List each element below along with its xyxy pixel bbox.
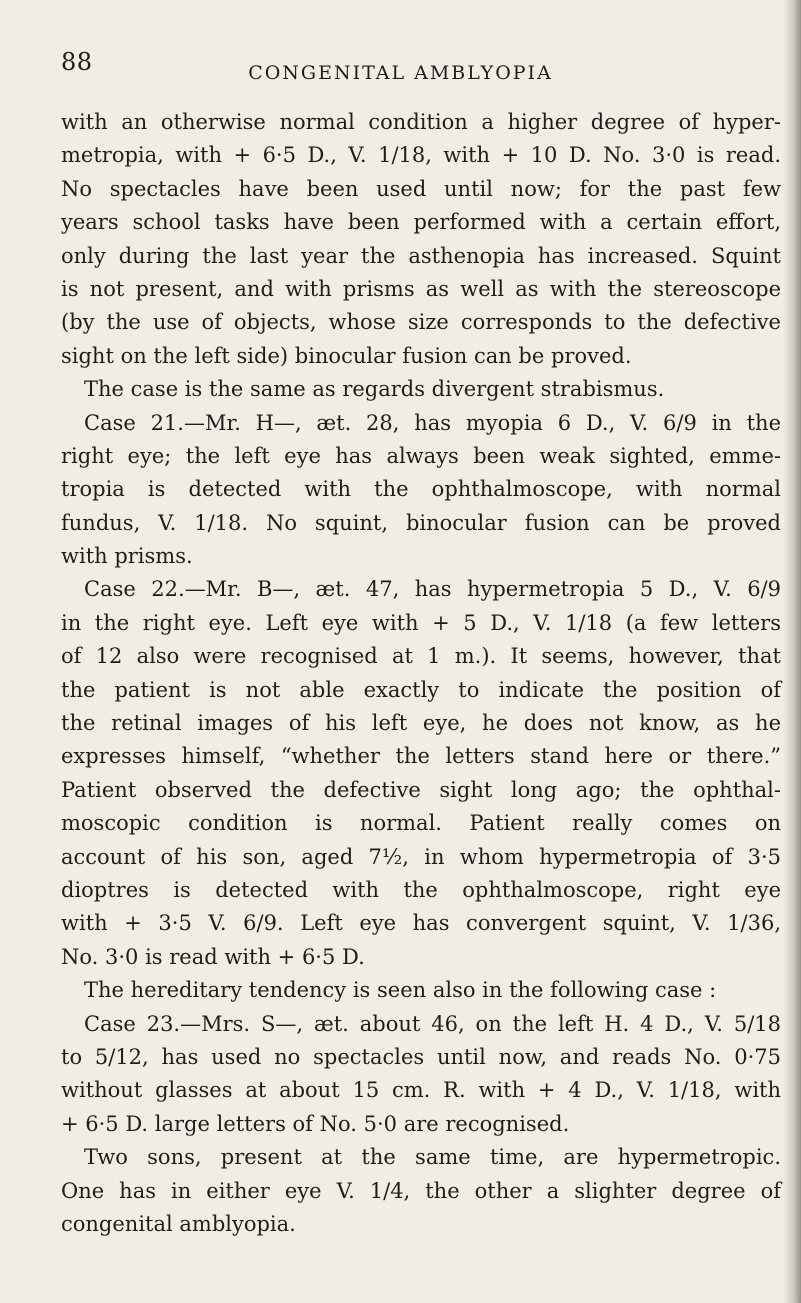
text-line: the retinal images of his left eye, he does not know, as he	[61, 711, 781, 736]
text-line: Two sons, present at the same time, are hypermetropic.	[84, 1145, 781, 1170]
paragraph	[61, 373, 781, 406]
page-number: 88	[61, 48, 93, 76]
text-line: (by the use of objects, whose size corresponds to the defective	[61, 310, 781, 335]
paragraph	[61, 1141, 781, 1241]
text-line: years school tasks have been performed with a certain effort,	[61, 210, 781, 235]
text-line: right eye; the left eye has always been weak sighted, emme-	[61, 443, 781, 468]
paragraph	[61, 106, 781, 373]
text-line: the patient is not able exactly to indicate the position of	[61, 677, 781, 702]
text-line: moscopic condition is normal. Patient really comes on	[61, 811, 781, 836]
text-line: tropia is detected with the ophthalmoscope, with normal	[61, 477, 781, 502]
running-head: CONGENITAL AMBLYOPIA	[248, 62, 553, 84]
text-line: Case 21.—Mr. H—, æt. 28, has myopia 6 D., V. 6/9 in the	[84, 410, 781, 435]
body-text	[61, 106, 781, 1241]
text-line: dioptres is detected with the ophthalmoscope, right eye	[61, 877, 781, 902]
text-line: No spectacles have been used until now; for the past few	[61, 176, 781, 201]
text-line: The case is the same as regards divergent strabismus.	[84, 377, 665, 402]
text-line: Patient observed the defective sight long ago; the ophthal-	[61, 777, 781, 802]
text-line: with prisms.	[61, 544, 193, 569]
text-line: No. 3·0 is read with + 6·5 D.	[61, 944, 365, 969]
text-line: in the right eye. Left eye with + 5 D., V. 1/18 (a few letters	[61, 610, 781, 635]
paragraph	[61, 974, 781, 1007]
text-line: to 5/12, has used no spectacles until now, and reads No. 0·75	[61, 1044, 781, 1069]
text-line: with an otherwise normal condition a higher degree of hyper-	[61, 110, 781, 134]
text-line: fundus, V. 1/18. No squint, binocular fusion can be proved	[61, 510, 781, 535]
text-line: The hereditary tendency is seen also in the following case :	[84, 978, 717, 1003]
text-line: congenital amblyopia.	[61, 1211, 296, 1236]
text-line: metropia, with + 6·5 D., V. 1/18, with + 10 D. No. 3·0 is read.	[61, 143, 781, 168]
text-line: only during the last year the asthenopia has increased. Squint	[61, 243, 781, 268]
text-line: One has in either eye V. 1/4, the other a slighter degree of	[61, 1178, 781, 1203]
text-line: is not present, and with prisms as well as with the stereoscope	[61, 276, 781, 301]
text-line: Case 23.—Mrs. S—, æt. about 46, on the left H. 4 D., V. 5/18	[84, 1011, 781, 1036]
text-line: with + 3·5 V. 6/9. Left eye has convergent squint, V. 1/36,	[61, 911, 781, 936]
paragraph	[61, 1008, 781, 1142]
text-line: without glasses at about 15 cm. R. with + 4 D., V. 1/18, with	[61, 1078, 781, 1103]
paragraph	[61, 573, 781, 974]
page-edge-shadow	[783, 0, 801, 1303]
text-line: of 12 also were recognised at 1 m.). It seems, however, that	[61, 644, 781, 669]
paragraph	[61, 407, 781, 574]
text-line: Case 22.—Mr. B—, æt. 47, has hypermetropia 5 D., V. 6/9	[84, 577, 781, 602]
text-line: expresses himself, “whether the letters stand here or there.”	[61, 744, 781, 769]
text-line: account of his son, aged 7½, in whom hypermetropia of 3·5	[61, 844, 781, 869]
text-line: + 6·5 D. large letters of No. 5·0 are recognised.	[61, 1111, 570, 1136]
page-header	[0, 48, 801, 88]
text-line: sight on the left side) binocular fusion can be proved.	[61, 343, 632, 368]
